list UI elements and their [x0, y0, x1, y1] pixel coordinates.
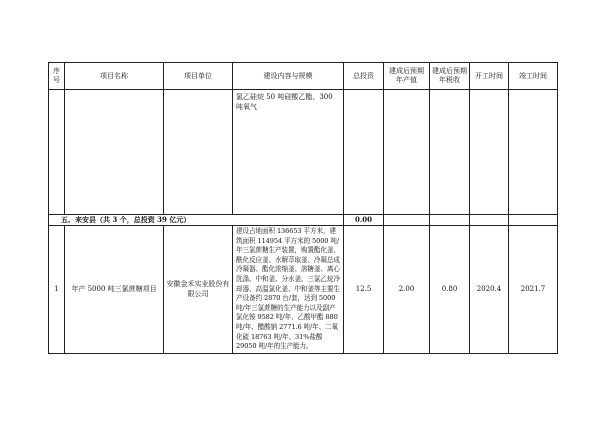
header-content: 建设内容与规模	[233, 63, 344, 90]
section-total: 0.00	[344, 215, 384, 226]
project-unit: 安徽金禾实业股份有限公司	[164, 226, 233, 354]
project-tax: 0.80	[430, 226, 470, 354]
project-invest: 12.5	[344, 226, 384, 354]
project-start: 2020.4	[470, 226, 509, 354]
header-name: 项目名称	[65, 63, 164, 90]
section-label: 五、来安县（共 3 个，总投资 39 亿元）	[49, 215, 344, 226]
project-end: 2021.7	[509, 226, 558, 354]
project-no: 1	[49, 226, 65, 354]
header-end: 竣工时间	[509, 63, 558, 90]
project-output: 2.00	[384, 226, 430, 354]
table-row	[49, 226, 558, 354]
project-content: 建设占地面积 136653 平方米，建筑面积 114954 平方米的 5000 吨/年三氯蔗糖生产装置，购置酯化釜、酰化反应釜、水解萃取釜、冷凝总成冷凝器、酯化浓缩釜、溶糖釜、离心洗涤、中和釜、分水釜、三氯乙烷冷却器、高温氯化釜、中和釜等主要生产设备约 2870 台/套，达到 5000 吨/年三氯蔗糖的生产能力以及副产氯化铵 9582 吨/年、乙酸甲酯 880 吨/年、醋酸钠 2771.6 吨/年、二氧化硫 18763 吨/年、31%盐酸 29050 吨/年的生产能力。	[233, 226, 344, 354]
project-name: 年产 5000 吨三氯蔗糖项目	[65, 226, 164, 354]
header-unit: 项目单位	[164, 63, 233, 90]
table-header-row	[49, 63, 558, 90]
header-invest: 总投资	[344, 63, 384, 90]
header-tax: 建成后预期年税收	[430, 63, 470, 90]
continuation-row	[49, 90, 558, 215]
section-row	[49, 215, 558, 226]
header-output: 建成后预期年产值	[384, 63, 430, 90]
header-start: 开工时间	[470, 63, 509, 90]
header-no: 序号	[49, 63, 65, 90]
continuation-content: 氯乙硅烷 50 吨硅酸乙酯、300 吨氧气	[233, 90, 344, 215]
project-table	[48, 62, 558, 354]
